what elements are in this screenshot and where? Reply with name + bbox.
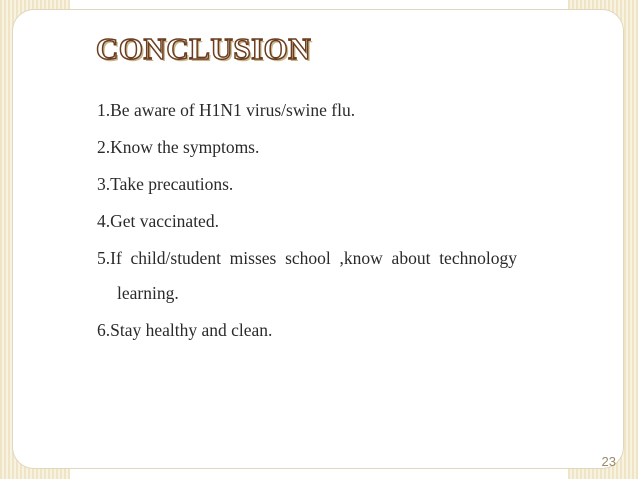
list-item: 4.Get vaccinated. [97, 211, 219, 231]
page-number: 23 [601, 454, 616, 469]
list-item: 3.Take precautions. [97, 174, 234, 194]
list-item: 6.Stay healthy and clean. [97, 320, 273, 340]
conclusion-list [97, 98, 607, 355]
slide-title: CONCLUSION [96, 31, 312, 66]
list-item: 1.Be aware of H1N1 virus/swine flu. [97, 100, 356, 120]
list-item: 2.Know the symptoms. [97, 137, 260, 157]
list-item-continuation: learning. [117, 283, 179, 303]
list-item: 5.If child/student misses school ,know about technology [97, 248, 517, 268]
